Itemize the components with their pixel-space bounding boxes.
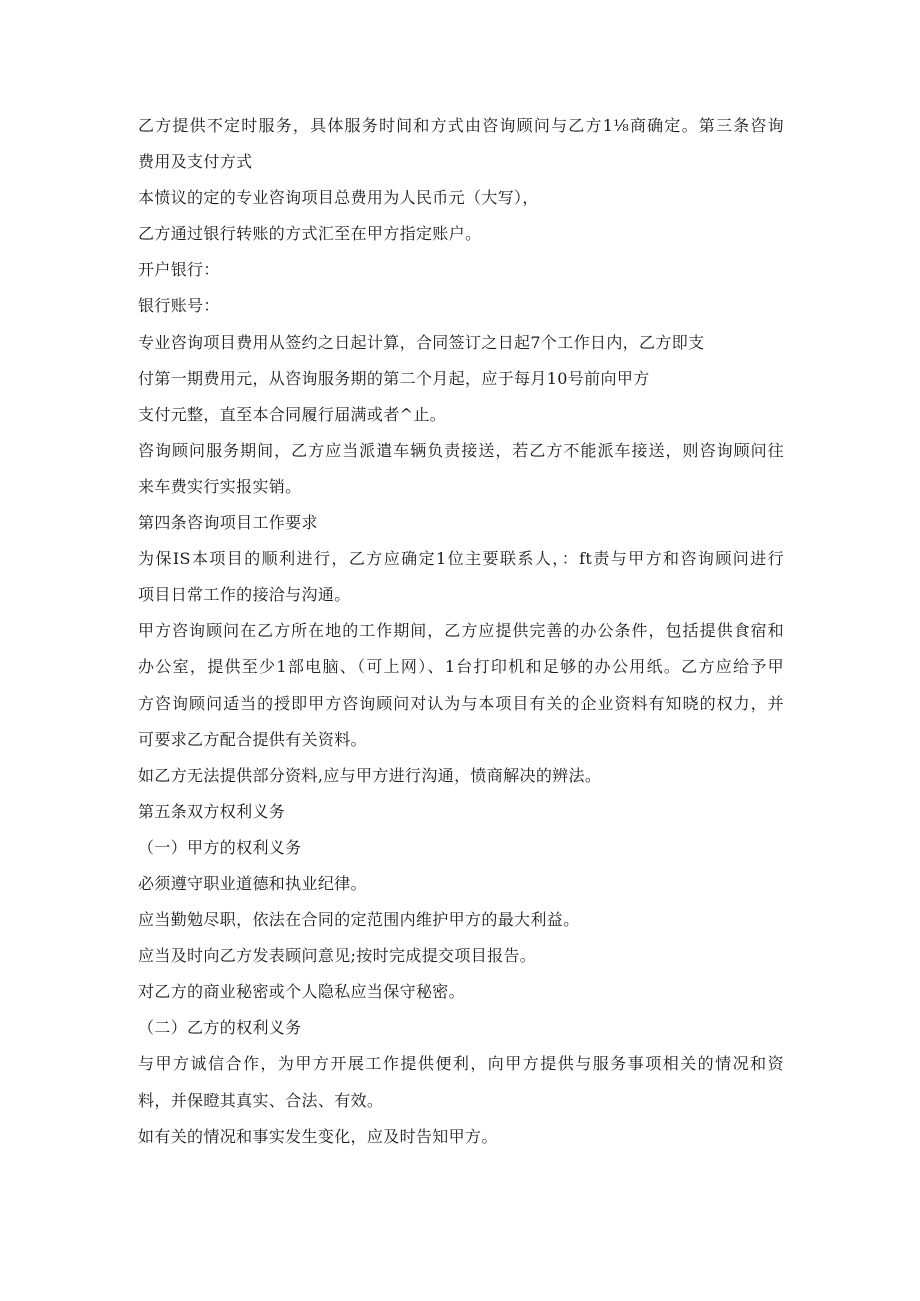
text-line: 费用及支付方式 <box>138 152 253 172</box>
text-line: 必须遵守职业道德和执业纪律。 <box>138 873 367 893</box>
paragraph-transport <box>138 433 784 505</box>
text-line: 本愤议的定的专业咨询项目总费用为人民币元（大写）， <box>138 188 539 208</box>
document-body <box>138 108 784 1155</box>
paragraph-first-payment <box>138 361 784 397</box>
paragraph-party-b-cooperation <box>138 1046 784 1118</box>
text-line: 对乙方的商业秘密或个人隐私应当保守秘密。 <box>138 982 466 1002</box>
text-line: 付第一期费用元，从咨询服务期的第二个月起，应于每月10号前向甲方 <box>138 368 650 388</box>
paragraph-party-a-advice <box>138 938 784 974</box>
text-line: 为保IS本项目的顺利进行，乙方应确定1位主要联系人，：ft责与甲方和咨询顾问进行 <box>138 549 784 569</box>
text-line: 办公室，提供至少1部电脑、（可上网）、1台打印机和足够的办公用纸。乙方应给予甲 <box>138 657 784 677</box>
text-line: 应当及时向乙方发表顾问意见;按时完成提交项目报告。 <box>138 946 537 966</box>
text-line: 项目日常工作的接洽与沟通。 <box>138 585 351 605</box>
text-line: 可要求乙方配合提供有关资料。 <box>138 729 367 749</box>
paragraph-party-b-notify <box>138 1119 784 1155</box>
text-line: 乙方提供不定时服务，具体服务时间和方式由咨询顾问与乙方1⅛商确定。第三条咨询 <box>138 116 784 135</box>
text-line: 第五条双方权利义务 <box>138 801 286 821</box>
text-line: 如乙方无法提供部分资料,应与甲方进行沟通，愤商解决的辨法。 <box>138 765 602 785</box>
text-line: 咨询顾问服务期间，乙方应当派遣车辆负责接送，若乙方不能派车接送，则咨询顾问往 <box>138 440 784 460</box>
paragraph-bank-account <box>138 288 784 324</box>
paragraph-office-conditions <box>138 613 784 757</box>
text-line: 银行账号： <box>138 296 220 316</box>
paragraph-missing-materials <box>138 758 784 794</box>
paragraph-bank-name <box>138 252 784 288</box>
text-line: 来车费实行实报实销。 <box>138 476 302 496</box>
text-line: 甲方咨询顾问在乙方所在地的工作期间，乙方应提供完善的办公条件，包括提供食宿和 <box>138 621 784 641</box>
paragraph-monthly-payment <box>138 397 784 433</box>
text-line: 应当勤勉尽职，依法在合同的定范围内维护甲方的最大利益。 <box>138 910 580 930</box>
paragraph-party-b-heading <box>138 1010 784 1046</box>
text-line: （一）甲方的权利义务 <box>138 837 302 857</box>
paragraph-total-fee <box>138 180 784 216</box>
paragraph-fee-start <box>138 325 784 361</box>
text-line: 支付元整，直至本合同履行届满或者^止。 <box>138 404 447 424</box>
text-line: 第四条咨询项目工作要求 <box>138 513 318 533</box>
text-line: 开户银行： <box>138 260 220 280</box>
paragraph-contact-person <box>138 541 784 613</box>
text-line: 方咨询顾问适当的授即甲方咨询顾问对认为与本项目有关的企业资料有知晓的权力，并 <box>138 693 784 713</box>
paragraph-party-a-ethics <box>138 866 784 902</box>
text-line: 如有关的情况和事实发生变化，应及时告知甲方。 <box>138 1126 498 1146</box>
text-line: 与甲方诚信合作，为甲方开展工作提供便利，向甲方提供与服务事项相关的情况和资 <box>138 1054 784 1074</box>
text-line: 乙方通过银行转账的方式汇至在甲方指定账户。 <box>138 224 482 244</box>
paragraph-service-schedule <box>138 108 784 180</box>
text-line: 料，并保瞪其真实、合法、有效。 <box>138 1090 384 1110</box>
paragraph-party-a-confidentiality <box>138 974 784 1010</box>
paragraph-party-a-diligence <box>138 902 784 938</box>
paragraph-party-a-heading <box>138 830 784 866</box>
text-line: 专业咨询项目费用从签约之日起计算，合同签订之日起7个工作日内，乙方即支 <box>138 332 705 352</box>
paragraph-article-4-heading <box>138 505 784 541</box>
paragraph-article-5-heading <box>138 794 784 830</box>
text-line: （二）乙方的权利义务 <box>138 1018 302 1038</box>
paragraph-bank-transfer <box>138 216 784 252</box>
